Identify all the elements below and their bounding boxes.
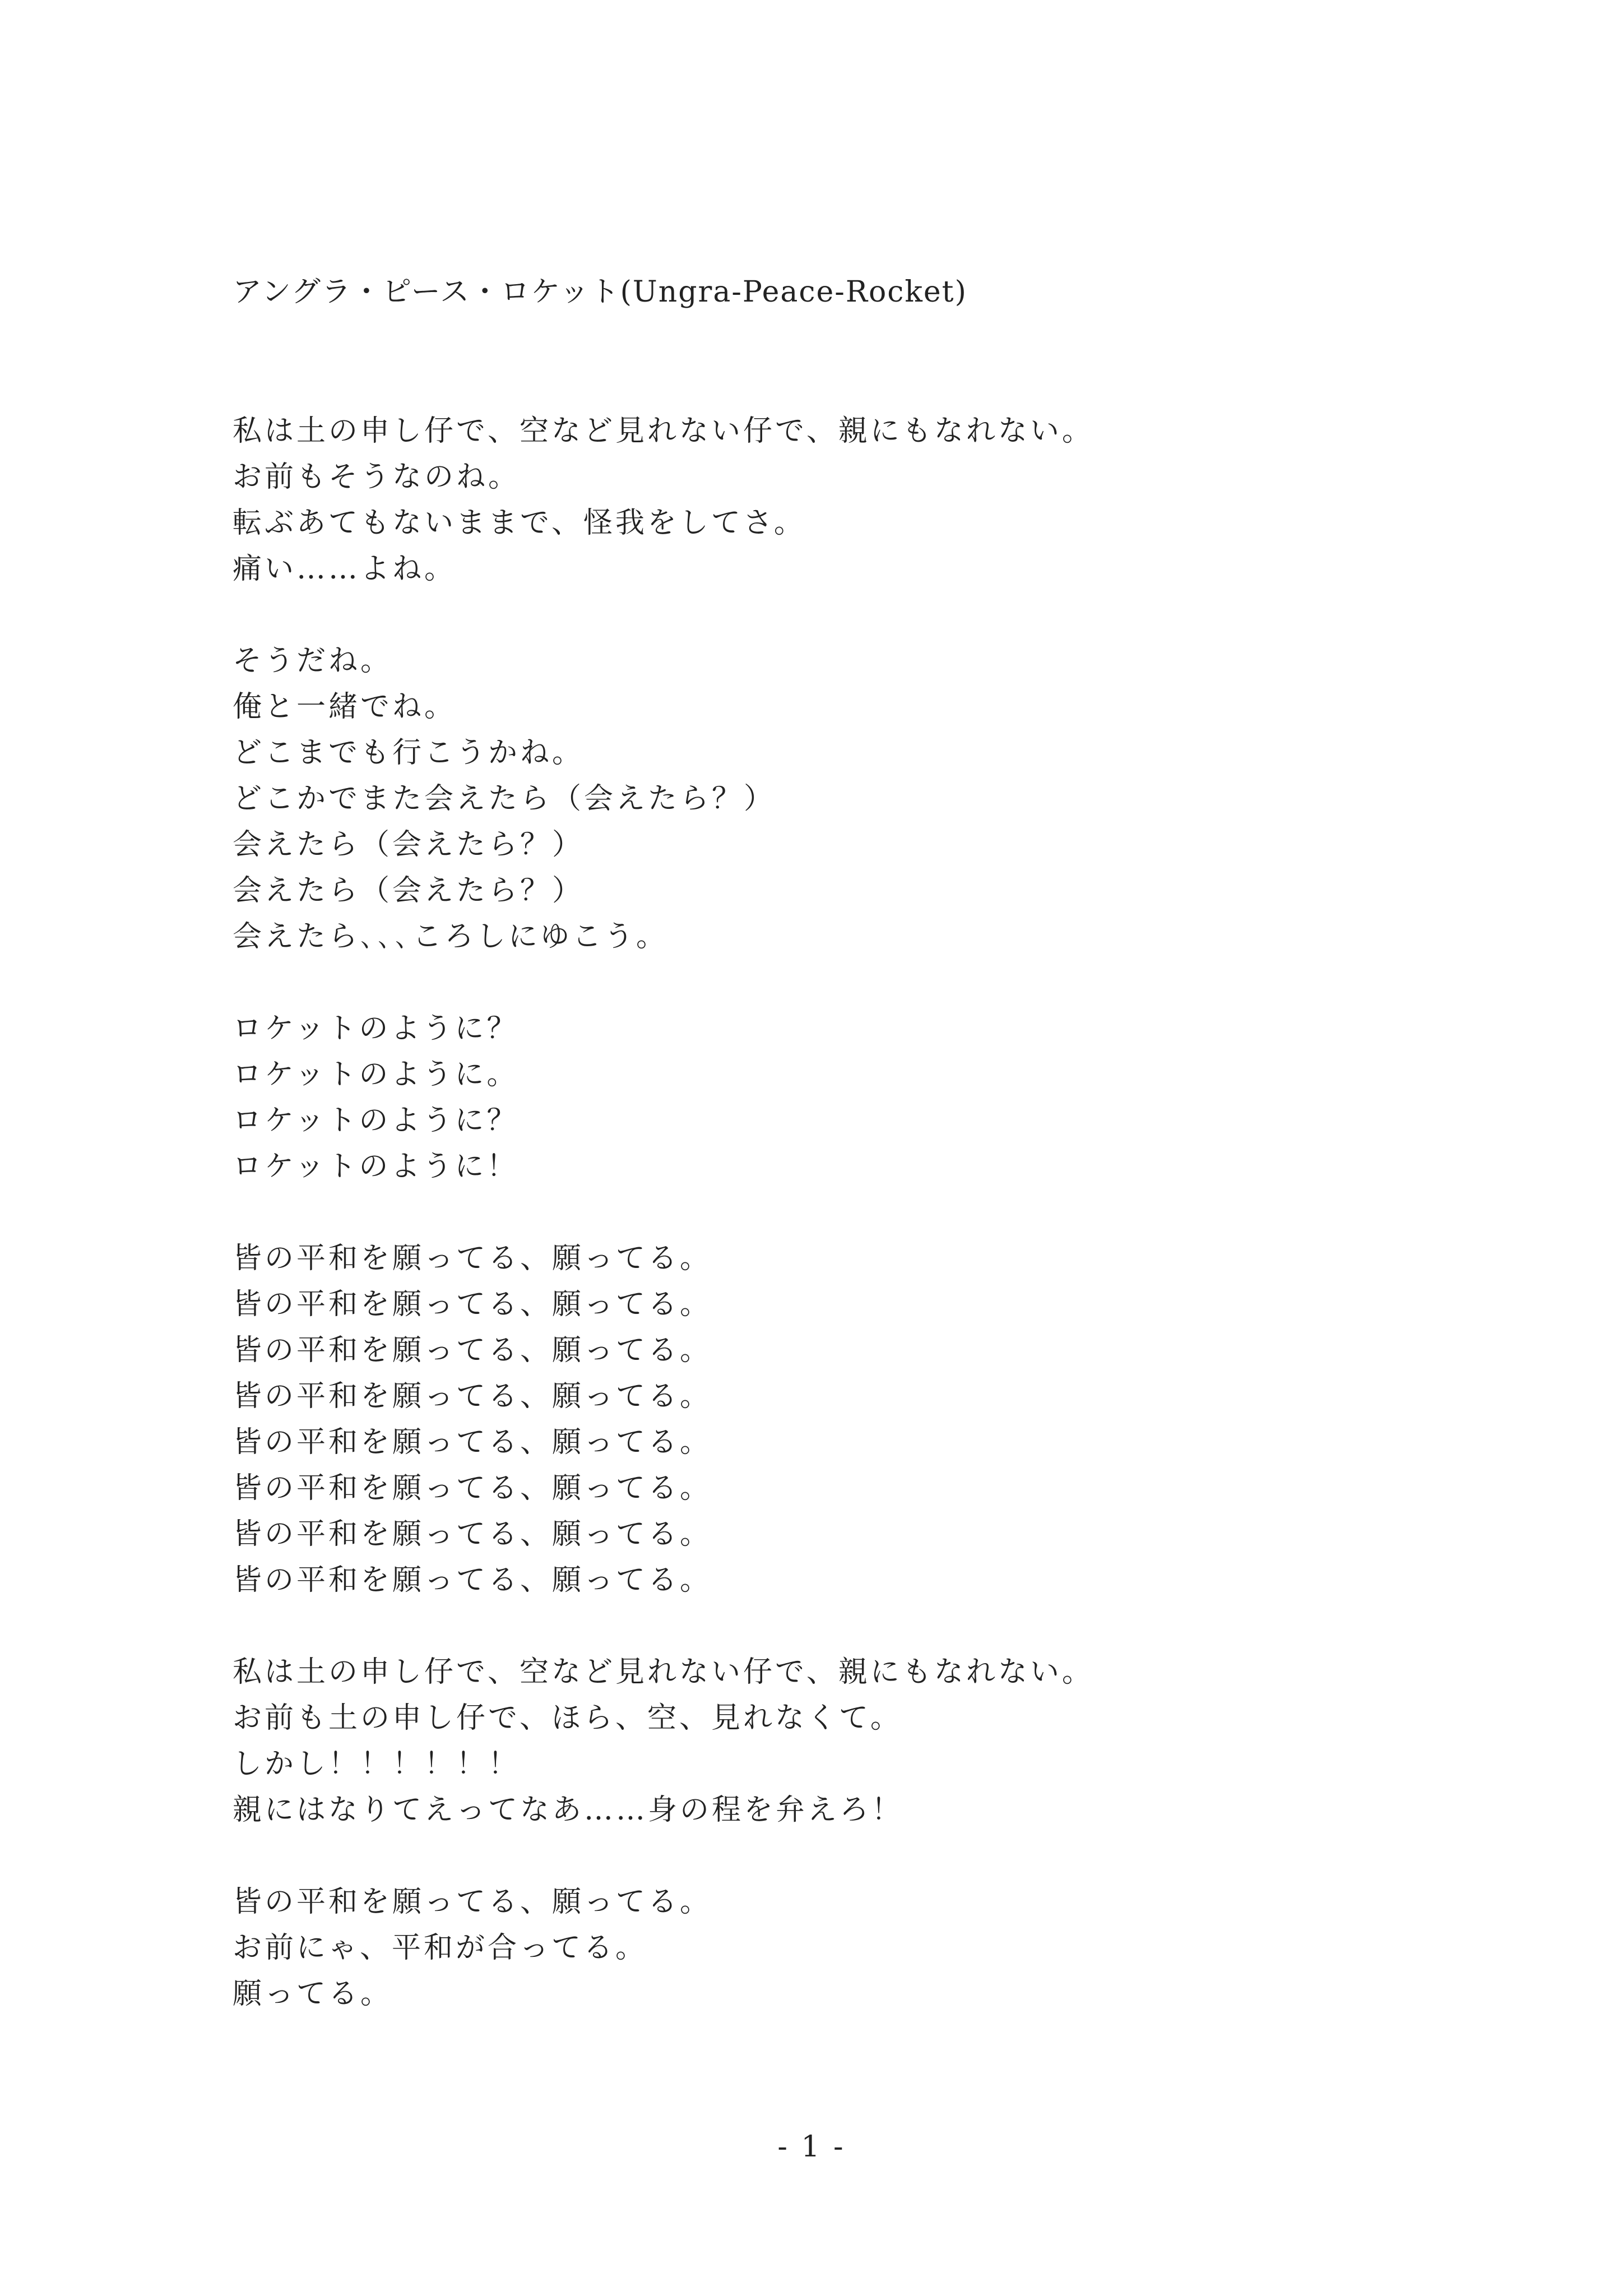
lyrics-body [233, 408, 1094, 2063]
lyric-line: 転ぶあてもないままで、怪我をしてさ。 [233, 506, 806, 540]
stanza-6 [233, 1879, 1094, 2017]
page-number: - 1 - [777, 2130, 846, 2164]
stanza-5 [233, 1649, 1094, 1833]
lyric-line: 願ってる。 [233, 1977, 393, 2011]
lyric-line: 会えたら（会えたら？） [233, 828, 585, 862]
lyric-line: どこかでまた会えたら（会えたら？） [233, 782, 776, 816]
lyric-line: ロケットのように？ [233, 1104, 519, 1137]
lyric-line: 皆の平和を願ってる、願ってる。 [233, 1334, 712, 1367]
lyric-line: しかし！！！！！！ [233, 1747, 521, 1781]
lyric-line: 俺と一緒でね。 [233, 690, 457, 724]
lyric-line: ロケットのように！ [233, 1150, 519, 1183]
stanza-1 [233, 408, 1094, 592]
song-title: アングラ・ピース・ロケット(Ungra-Peace-Rocket) [233, 275, 967, 309]
lyric-line: 皆の平和を願ってる、願ってる。 [233, 1242, 712, 1275]
stanza-2 [233, 638, 1094, 960]
lyric-line: 皆の平和を願ってる、願ってる。 [233, 1517, 712, 1551]
lyric-line: 皆の平和を願ってる、願ってる。 [233, 1471, 712, 1505]
lyric-line: 皆の平和を願ってる、願ってる。 [233, 1288, 712, 1321]
stanza-3 [233, 1006, 1094, 1189]
lyric-line: お前にゃ、平和が合ってる。 [233, 1931, 647, 1965]
lyric-line: 皆の平和を願ってる、願ってる。 [233, 1380, 712, 1413]
lyric-line: 皆の平和を願ってる、願ってる。 [233, 1885, 712, 1919]
lyric-line: 私は土の申し仔で、空など見れない仔で、親にもなれない。 [233, 414, 1094, 448]
lyric-line: 私は土の申し仔で、空など見れない仔で、親にもなれない。 [233, 1655, 1094, 1689]
lyric-line: ロケットのように。 [233, 1058, 519, 1091]
lyric-line: そうだね。 [233, 644, 393, 678]
lyric-line: 会えたら､､､ころしにゆこう。 [233, 920, 669, 953]
lyric-line: 親にはなりてえってなあ……身の程を弁えろ！ [233, 1793, 904, 1827]
lyric-line: 会えたら（会えたら？） [233, 874, 585, 908]
stanza-4 [233, 1235, 1094, 1603]
lyric-line: どこまでも行こうかね。 [233, 736, 585, 770]
lyric-line: 皆の平和を願ってる、願ってる。 [233, 1563, 712, 1597]
lyric-line: 皆の平和を願ってる、願ってる。 [233, 1425, 712, 1459]
lyric-line: お前もそうなのね。 [233, 460, 521, 494]
lyric-line: ロケットのように？ [233, 1012, 519, 1045]
lyric-line: 痛い……よね。 [233, 552, 457, 586]
lyric-line: お前も土の申し仔で、ほら、空、見れなくて。 [233, 1701, 902, 1735]
